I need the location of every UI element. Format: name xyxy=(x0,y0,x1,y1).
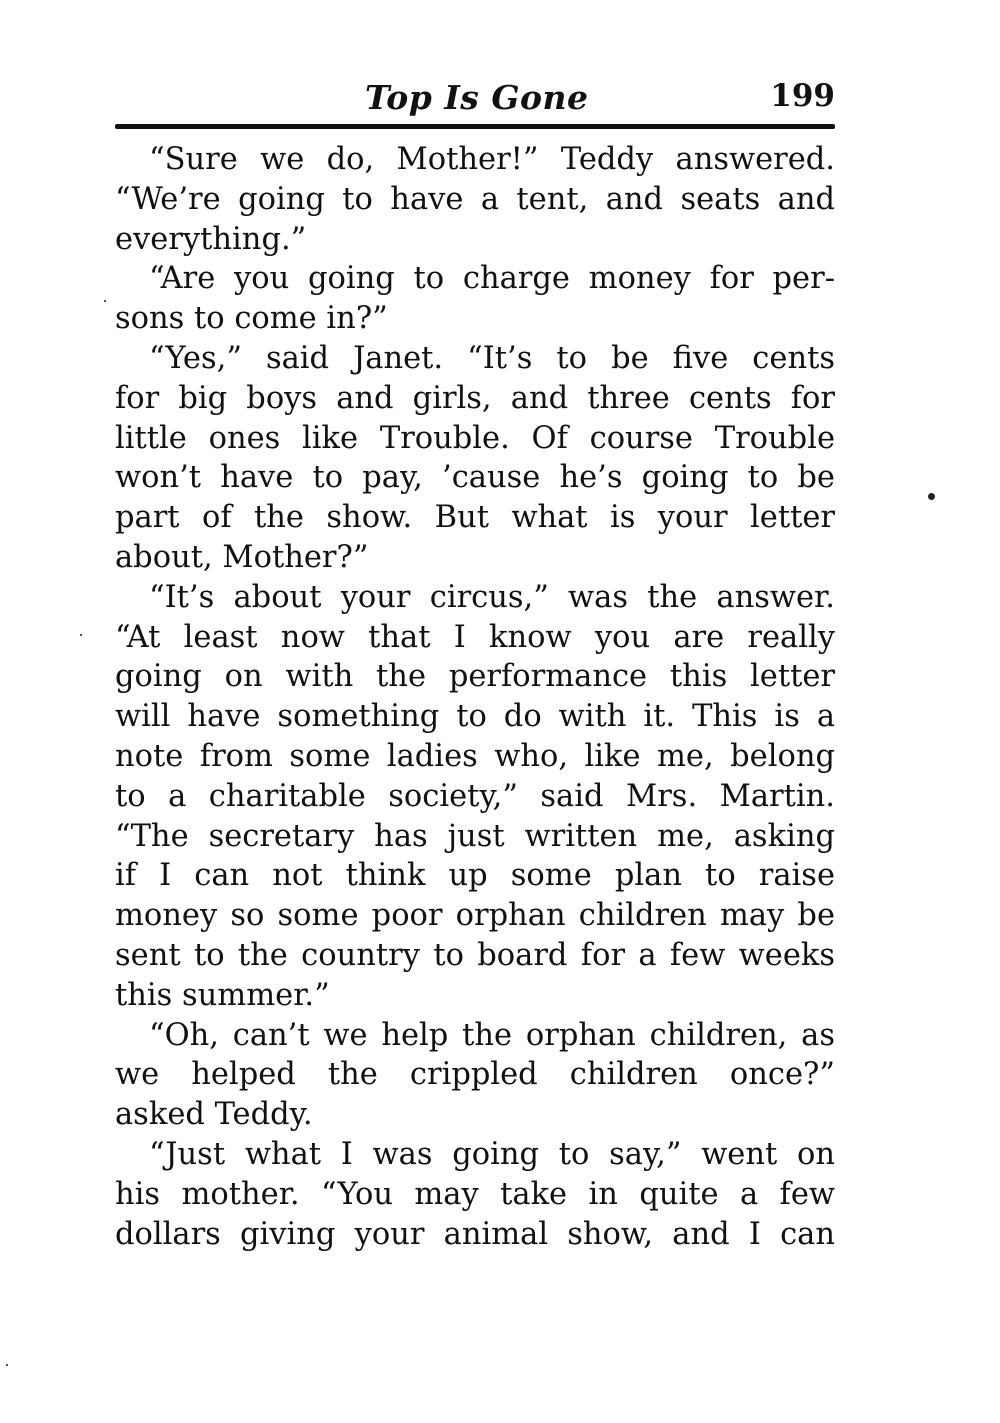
text-line: “Yes,” said Janet. “It’s to be five cents xyxy=(149,340,835,376)
text-line: part of the show. But what is your letter xyxy=(115,500,835,536)
scan-speck xyxy=(80,634,82,636)
text-line: sent to the country to board for a few weeks xyxy=(115,937,835,973)
text-line: won’t have to pay, ’cause he’s going to be xyxy=(115,460,835,496)
text-line: to a charitable society,” said Mrs. Martin. xyxy=(115,778,835,814)
scan-speck xyxy=(928,493,935,500)
page-header xyxy=(115,78,835,120)
text-line: “Just what I was going to say,” went on xyxy=(149,1136,835,1172)
text-line: everything.” xyxy=(115,221,307,257)
page-number: 199 xyxy=(770,78,835,114)
text-line: will have something to do with it. This is a xyxy=(115,699,835,735)
text-line: “Are you going to charge money for per- xyxy=(149,261,835,297)
scan-speck xyxy=(104,300,106,302)
text-line: “At least now that I know you are really xyxy=(115,619,835,655)
running-title: Top Is Gone xyxy=(365,78,589,117)
text-line: for big boys and girls, and three cents for xyxy=(115,380,835,416)
text-line: “We’re going to have a tent, and seats and xyxy=(115,181,835,217)
text-line: sons to come in?” xyxy=(115,301,388,337)
text-line: “Sure we do, Mother!” Teddy answered. xyxy=(149,142,835,177)
text-line: if I can not think up some plan to raise xyxy=(115,858,835,894)
text-line: “The secretary has just written me, asking xyxy=(115,818,835,854)
body-text xyxy=(115,140,835,1254)
text-line: little ones like Trouble. Of course Trouble xyxy=(115,420,835,456)
text-line: note from some ladies who, like me, belong xyxy=(115,738,835,774)
text-line: asked Teddy. xyxy=(115,1097,313,1133)
text-line: his mother. “You may take in quite a few xyxy=(115,1176,835,1212)
text-line: “It’s about your circus,” was the answer. xyxy=(149,579,835,615)
text-line: we helped the crippled children once?” xyxy=(115,1057,835,1093)
text-line: this summer.” xyxy=(115,977,330,1013)
header-rule xyxy=(115,124,835,129)
text-line: dollars giving your animal show, and I can xyxy=(115,1216,835,1252)
text-line: money so some poor orphan children may be xyxy=(115,898,835,934)
text-line: going on with the performance this letter xyxy=(115,659,835,695)
scan-speck xyxy=(6,1364,8,1366)
text-line: about, Mother?” xyxy=(115,539,369,575)
text-line: “Oh, can’t we help the orphan children, as xyxy=(149,1017,835,1053)
